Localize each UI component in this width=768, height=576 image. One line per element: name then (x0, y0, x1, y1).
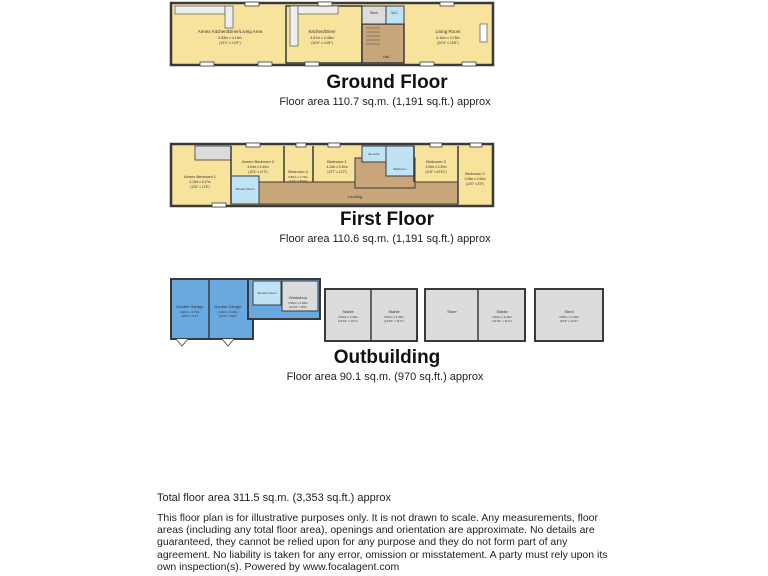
kitchen-units-icon (298, 6, 338, 14)
room-label: Bedroom 2 (465, 171, 485, 176)
room-label: Store (369, 11, 379, 15)
room-label: Living Room (435, 29, 461, 34)
room-label: Shower Room (235, 187, 255, 191)
room-size: 3.60m x 3.40m (384, 315, 404, 319)
room-label: Store (447, 309, 457, 314)
first-floor-area: Floor area 110.6 sq.m. (1,191 sq.ft.) approx (279, 233, 491, 245)
room-label: Bedroom 1 (327, 159, 347, 164)
kitchen-units-icon (175, 6, 225, 14)
room-size-ft: (15'3" x 11'3") (248, 170, 268, 174)
room-size: 4.20m x 3.26m (218, 310, 238, 314)
room-size: 3.50m x 3.30m (425, 165, 447, 169)
outbuilding-title: Outbuilding (333, 347, 441, 368)
room-label: Annex Kitchen/Diner/Living Area (197, 29, 263, 34)
wc-room (386, 6, 404, 24)
room-size-ft: (12'10" x 8'6") (288, 305, 308, 309)
room-label: W.C. (391, 11, 399, 15)
room-size-ft: (11'10" x 11'2") (492, 319, 512, 323)
store-room (362, 6, 386, 24)
room-size: 3.80m x 2.70m (288, 175, 308, 179)
room-size: 4.87m x 4.48m (310, 36, 334, 40)
ground-floor-title: Ground Floor (326, 72, 448, 93)
room-size-ft: (20'0" x 15'8") (437, 41, 459, 45)
room-label: Bedroom 4 (288, 169, 308, 174)
room-label: Landing (347, 194, 363, 199)
room-size-ft: (16'0" x 14'8") (311, 41, 333, 45)
room-size-ft: (19'1" x 13'9") (219, 41, 241, 45)
room-size: 5.83m x 4.19m (218, 36, 242, 40)
first-floor-plan (171, 143, 493, 207)
double-garage-1 (171, 279, 253, 339)
room-size-ft: (13'9" x 10'8") (218, 314, 238, 318)
room-size: 4.14m x 3.40m (326, 165, 348, 169)
room-size-ft: (13'5" x 11'5") (190, 185, 210, 189)
room-label: Stable (388, 309, 400, 314)
room-size-ft: (13'7" x 11'2") (327, 170, 347, 174)
outbuilding-area: Floor area 90.1 sq.m. (970 sq.ft.) approx (286, 371, 484, 383)
room-size: 4.64m x 3.44m (247, 165, 269, 169)
room-label: Bathroom (393, 167, 407, 171)
stairs-icon (195, 146, 231, 160)
room-label: Kitchen/Diner (308, 29, 336, 34)
room-size: 6.10m x 4.78m (436, 36, 460, 40)
room-size: 3.60m x 3.40m (338, 315, 358, 319)
room-size: 6.20m x 2.79m (180, 310, 200, 314)
room-label: Stable (496, 309, 508, 314)
room-label: Double Garage (214, 304, 242, 309)
ground-floor-plan (171, 2, 493, 66)
room-label: Workshop (289, 295, 307, 300)
room-size-ft: (11'10" x 11'2") (338, 319, 358, 323)
room-size-ft: (20'4" x 9'2") (181, 314, 199, 318)
bathroom-room (386, 146, 414, 176)
ground-floor-area: Floor area 110.7 sq.m. (1,191 sq.ft.) approx (279, 96, 491, 108)
disclaimer-text: This floor plan is for illustrative purposes only. It is not drawn to scale. Any measurements, floor areas (including any total floor area), openings and orientation are approximate. No details are guaranteed, they cannot be relied upon for any purpose and they do not form part of any agreement. No liability is taken for any error, omission or misstatement. A party must rely upon its own inspection(s). Powered by www.focalagent.com (157, 512, 608, 573)
room-label: Annex Bedroom 1 (183, 174, 217, 179)
room-label: Bedroom 3 (426, 159, 446, 164)
outbuilding-plan (171, 279, 603, 346)
room-label: Stable (342, 309, 354, 314)
first-floor-title: First Floor (340, 209, 434, 230)
room-label: En-suite (368, 152, 380, 156)
fireplace-icon (480, 24, 487, 42)
total-floor-area: Total floor area 311.5 sq.m. (3,353 sq.ft.) approx (157, 492, 391, 504)
room-size: 3.60m x 3.40m (492, 315, 512, 319)
room-label: Annex Bedroom 2 (241, 159, 275, 164)
room-label: Double Garage (176, 304, 204, 309)
door-icon (176, 339, 234, 346)
room-size-ft: (15'9" x 11'2") (559, 319, 579, 323)
room-size: 3.05m x 2.66m (464, 177, 486, 181)
room-size-ft: (12'6" x 8'10") (288, 179, 308, 183)
room-size-ft: (11'10" x 11'2") (384, 319, 404, 323)
room-size: 3.90m x 2.60m (288, 301, 308, 305)
room-size: 4.10m x 3.47m (189, 180, 211, 184)
room-size-ft: (10'0" x 8'9") (466, 182, 484, 186)
room-size-ft: (11'6" x 10'10") (425, 170, 447, 174)
room-size: 4.80m x 3.40m (559, 315, 579, 319)
kitchen-units-icon (225, 6, 233, 28)
room-label: Shower Room (257, 291, 277, 295)
room-label: Hall (382, 55, 390, 59)
room-label: Shed (564, 309, 574, 314)
kitchen-units-icon (290, 6, 298, 46)
